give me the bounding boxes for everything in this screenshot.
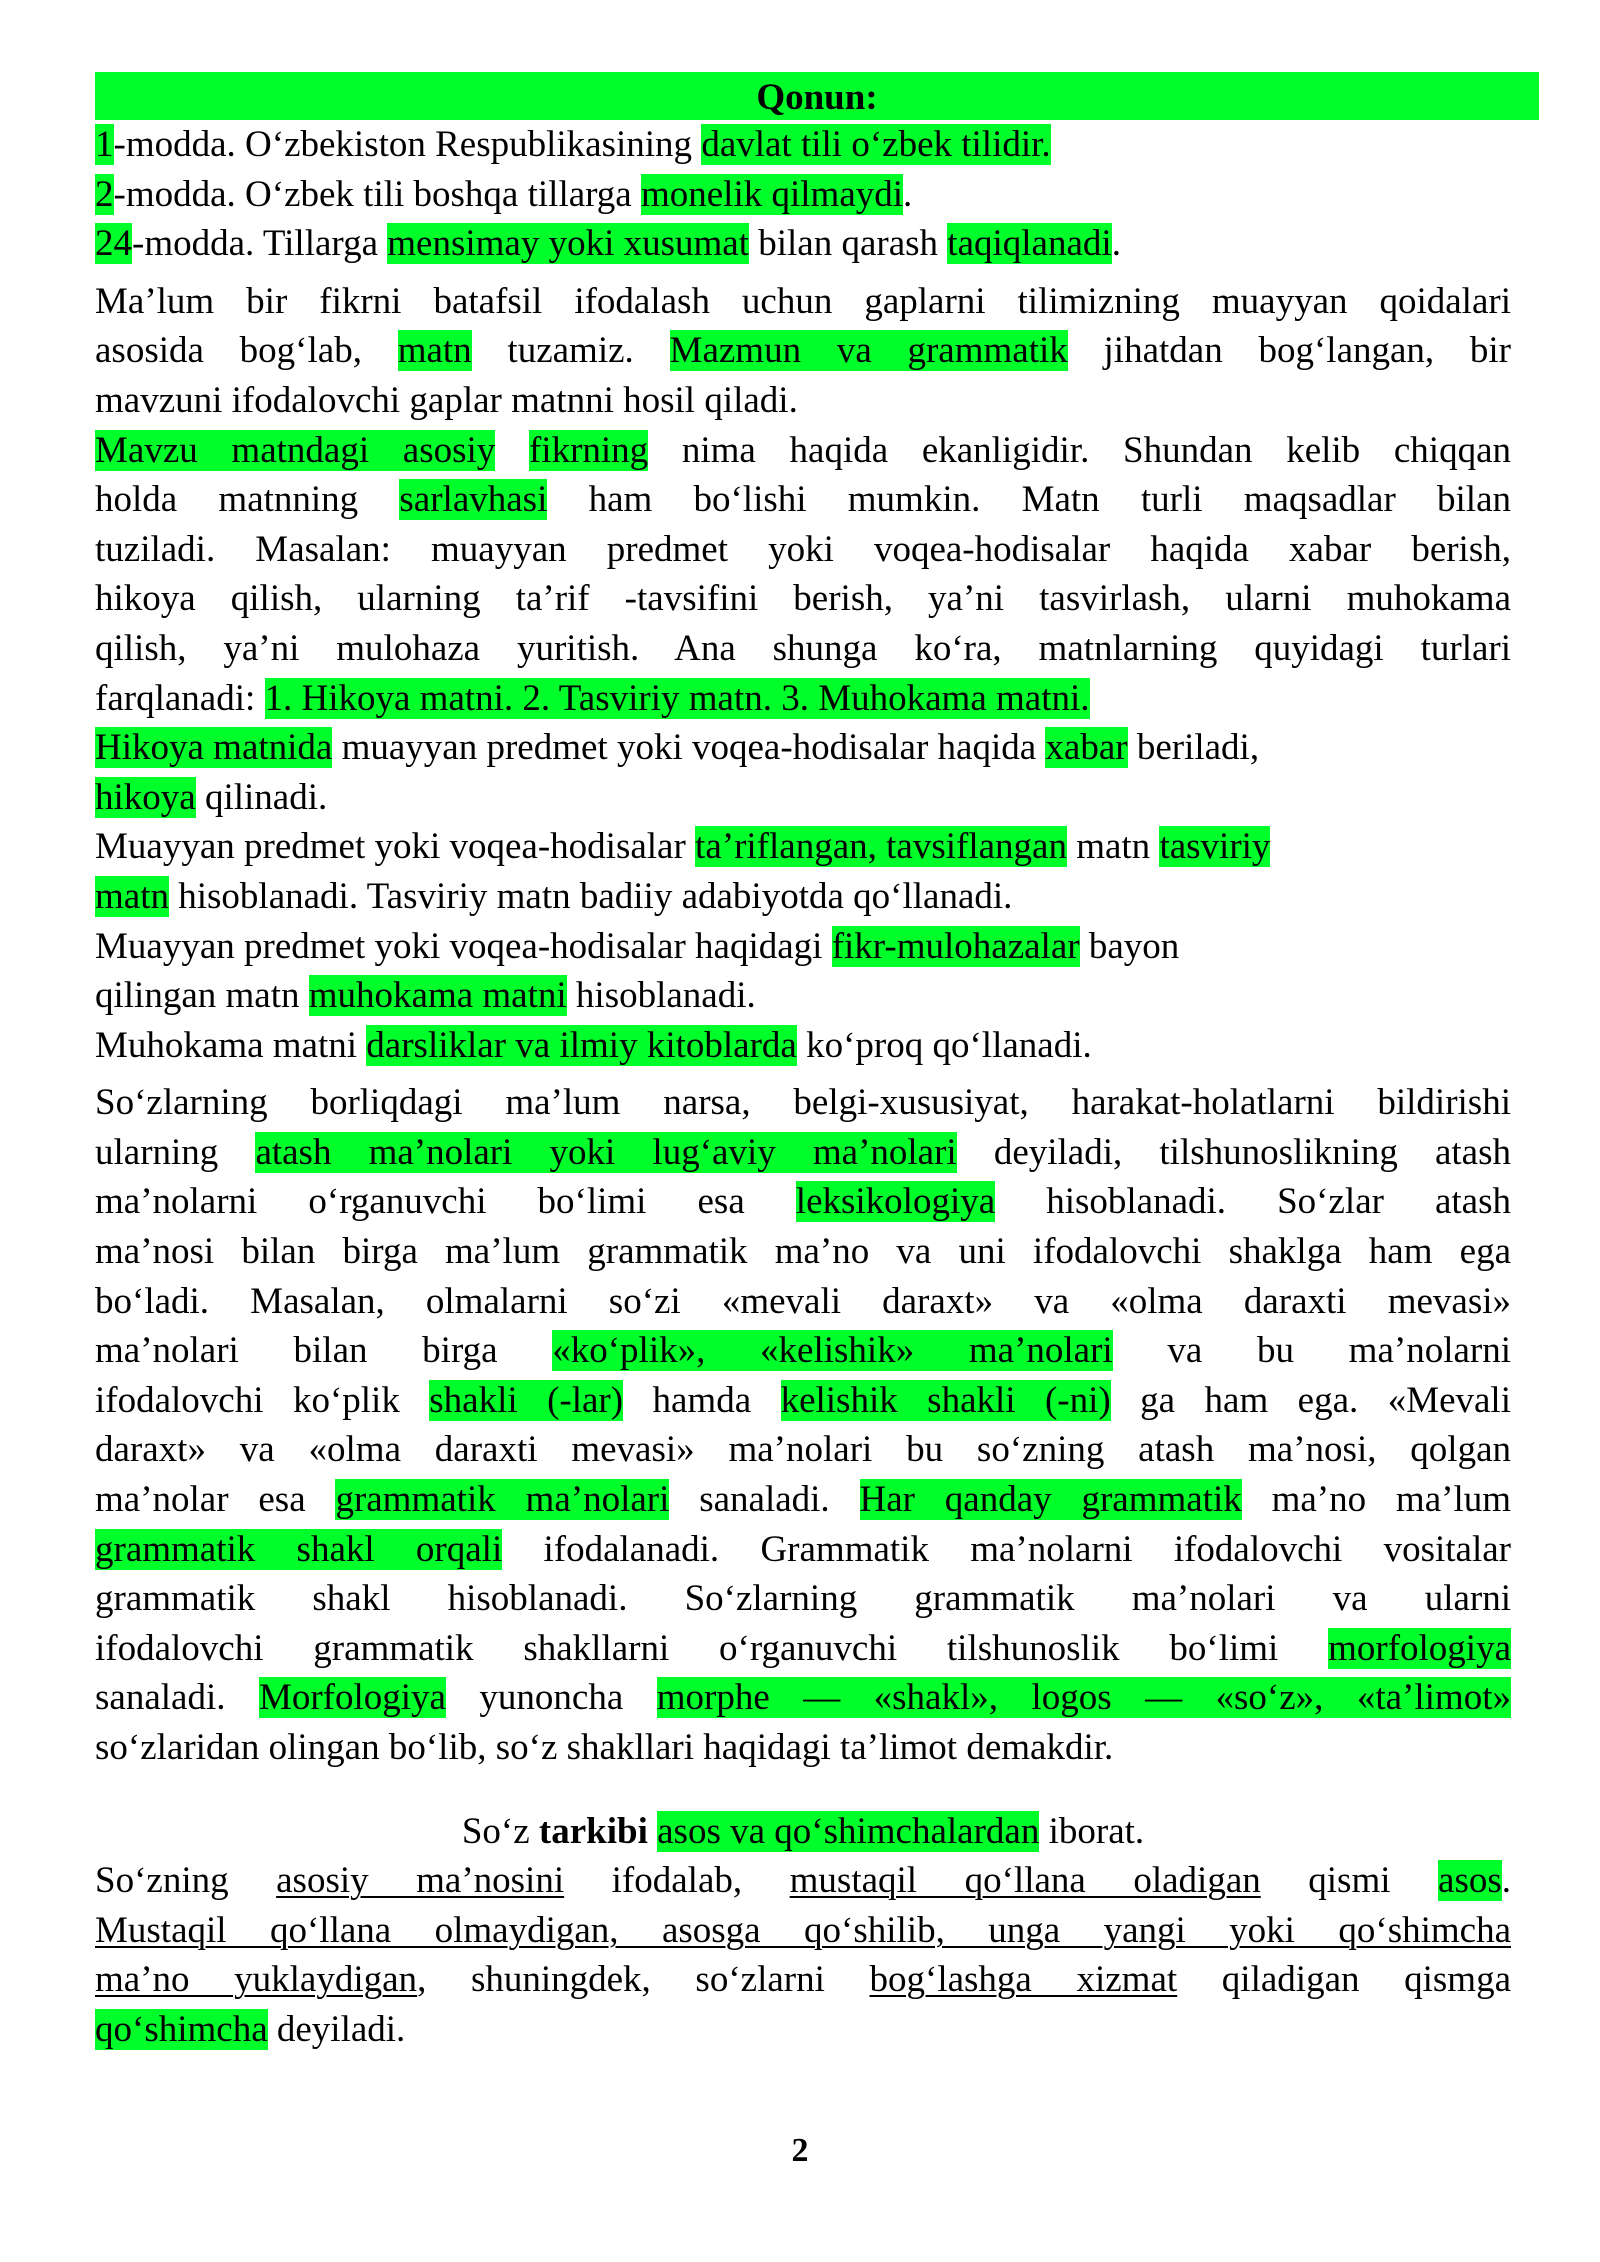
section-heading: So‘z tarkibi asos va qo‘shimchalardan iborat. (461, 1810, 1145, 1852)
page-number: 2 (791, 2132, 809, 2169)
paragraph-morphology: So‘zlarning borliqdagi ma’lum narsa, belgi-xususiyat, harakat-holatlarni bildirishi ularning atash ma’nolari yoki lug‘aviy ma’nolari deyiladi, tilshunoslikning atash ma’nolarni o‘rganuvchi bo‘limi esa leksikologiya hisoblanadi. So‘zlar atash ma’nosi bilan birga ma’lum grammatik ma’no va uni ifodalovchi shaklga ham ega bo‘ladi. Masalan, olmalarni so‘zi «mevali daraxt» va «olma daraxti mevasi» ma’nolari bilan birga «ko‘plik», «kelishik» ma’nolari va bu ma’nolarni ifodalovchi ko‘plik shakli (-lar) hamda kelishik shakli (-ni) ga ham ega. «Mevali daraxt» va «olma daraxti mevasi» ma’nolari bu so‘zning atash ma’nosi, qolgan ma’nolar esa grammatik ma’nolari sanaladi. Har qanday grammatik ma’no ma’lum grammatik shakl orqali ifodalanadi. Grammatik ma’nolarni ifodalovchi vositalar grammatik shakl hisoblanadi. So‘zlarning grammatik ma’nolari va ularni ifodalovchi grammatik shakllarni o‘rganuvchi tilshunoslik bo‘limi morfologiya sanaladi. Morfologiya yunoncha morphe — «shakl», logos — «so‘z», «ta’limot» so‘zlaridan olingan bo‘lib, so‘z shakllari haqidagi ta’limot demakdir. (95, 1082, 1512, 1768)
paragraph-word-structure: So‘z tarkibi asos va qo‘shimchalardan iborat. So‘zning asosiy ma’nosini ifodalab, mustaqil qo‘llana oladigan qismi asos. Mustaqil qo‘llana olmaydigan, asosga qo‘shilib, unga yangi yoki qo‘shimcha ma’no yuklaydigan, shuningdek, so‘zlarni bog‘lashga xizmat qiladigan qismga qo‘shimcha deyiladi. (95, 1807, 1511, 2055)
article-2: 2-modda. O‘zbek tili boshqa tillarga monelik qilmaydi. (95, 173, 913, 215)
paragraph-text-definition: Ma’lum bir fikrni batafsil ifodalash uchun gaplarni tilimizning muayyan qoidalari asosida bog‘lab, matn tuzamiz. Mazmun va grammatik jihatdan bog‘langan, bir mavzuni ifodalovchi gaplar matnni hosil qiladi. (95, 280, 1512, 421)
article-24: 24-modda. Tillarga mensimay yoki xusumat bilan qarash taqiqlanadi. (95, 223, 1121, 265)
paragraph-text-types: Mavzu matndagi asosiy fikrning nima haqida ekanligidir. Shundan kelib chiqqan holda matnning sarlavhasi ham bo‘lishi mumkin. Matn turli maqsadlar bilan tuziladi. Masalan: muayyan predmet yoki voqea-hodisalar haqida xabar berish, hikoya qilish, ularning ta’rif -tavsifini berish, ya’ni tasvirlash, ularni muhokama qilish, ya’ni mulohaza yuritish. Ana shunga ko‘ra, matnlarning quyidagi turlari farqlanadi: 1. Hikoya matni. 2. Tasviriy matn. 3. Muhokama matni. Hikoya matnida muayyan predmet yoki voqea-hodisalar haqida xabar beriladi, hikoya qilinadi. Muayyan predmet yoki voqea-hodisalar ta’riflangan, tavsiflangan matn tasviriy matn hisoblanadi. Tasviriy matn badiiy adabiyotda qo‘llanadi. Muayyan predmet yoki voqea-hodisalar haqidagi fikr-mulohazalar bayon qilingan matn muhokama matni hisoblanadi. Muhokama matni darsliklar va ilmiy kitoblarda ko‘proq qo‘llanadi. (95, 429, 1511, 1066)
article-1: 1-modda. O‘zbekiston Respublikasining davlat tili o‘zbek tilidir. (95, 124, 1051, 165)
document-page (95, 72, 1511, 2055)
law-title: Qonun: (95, 72, 1539, 120)
